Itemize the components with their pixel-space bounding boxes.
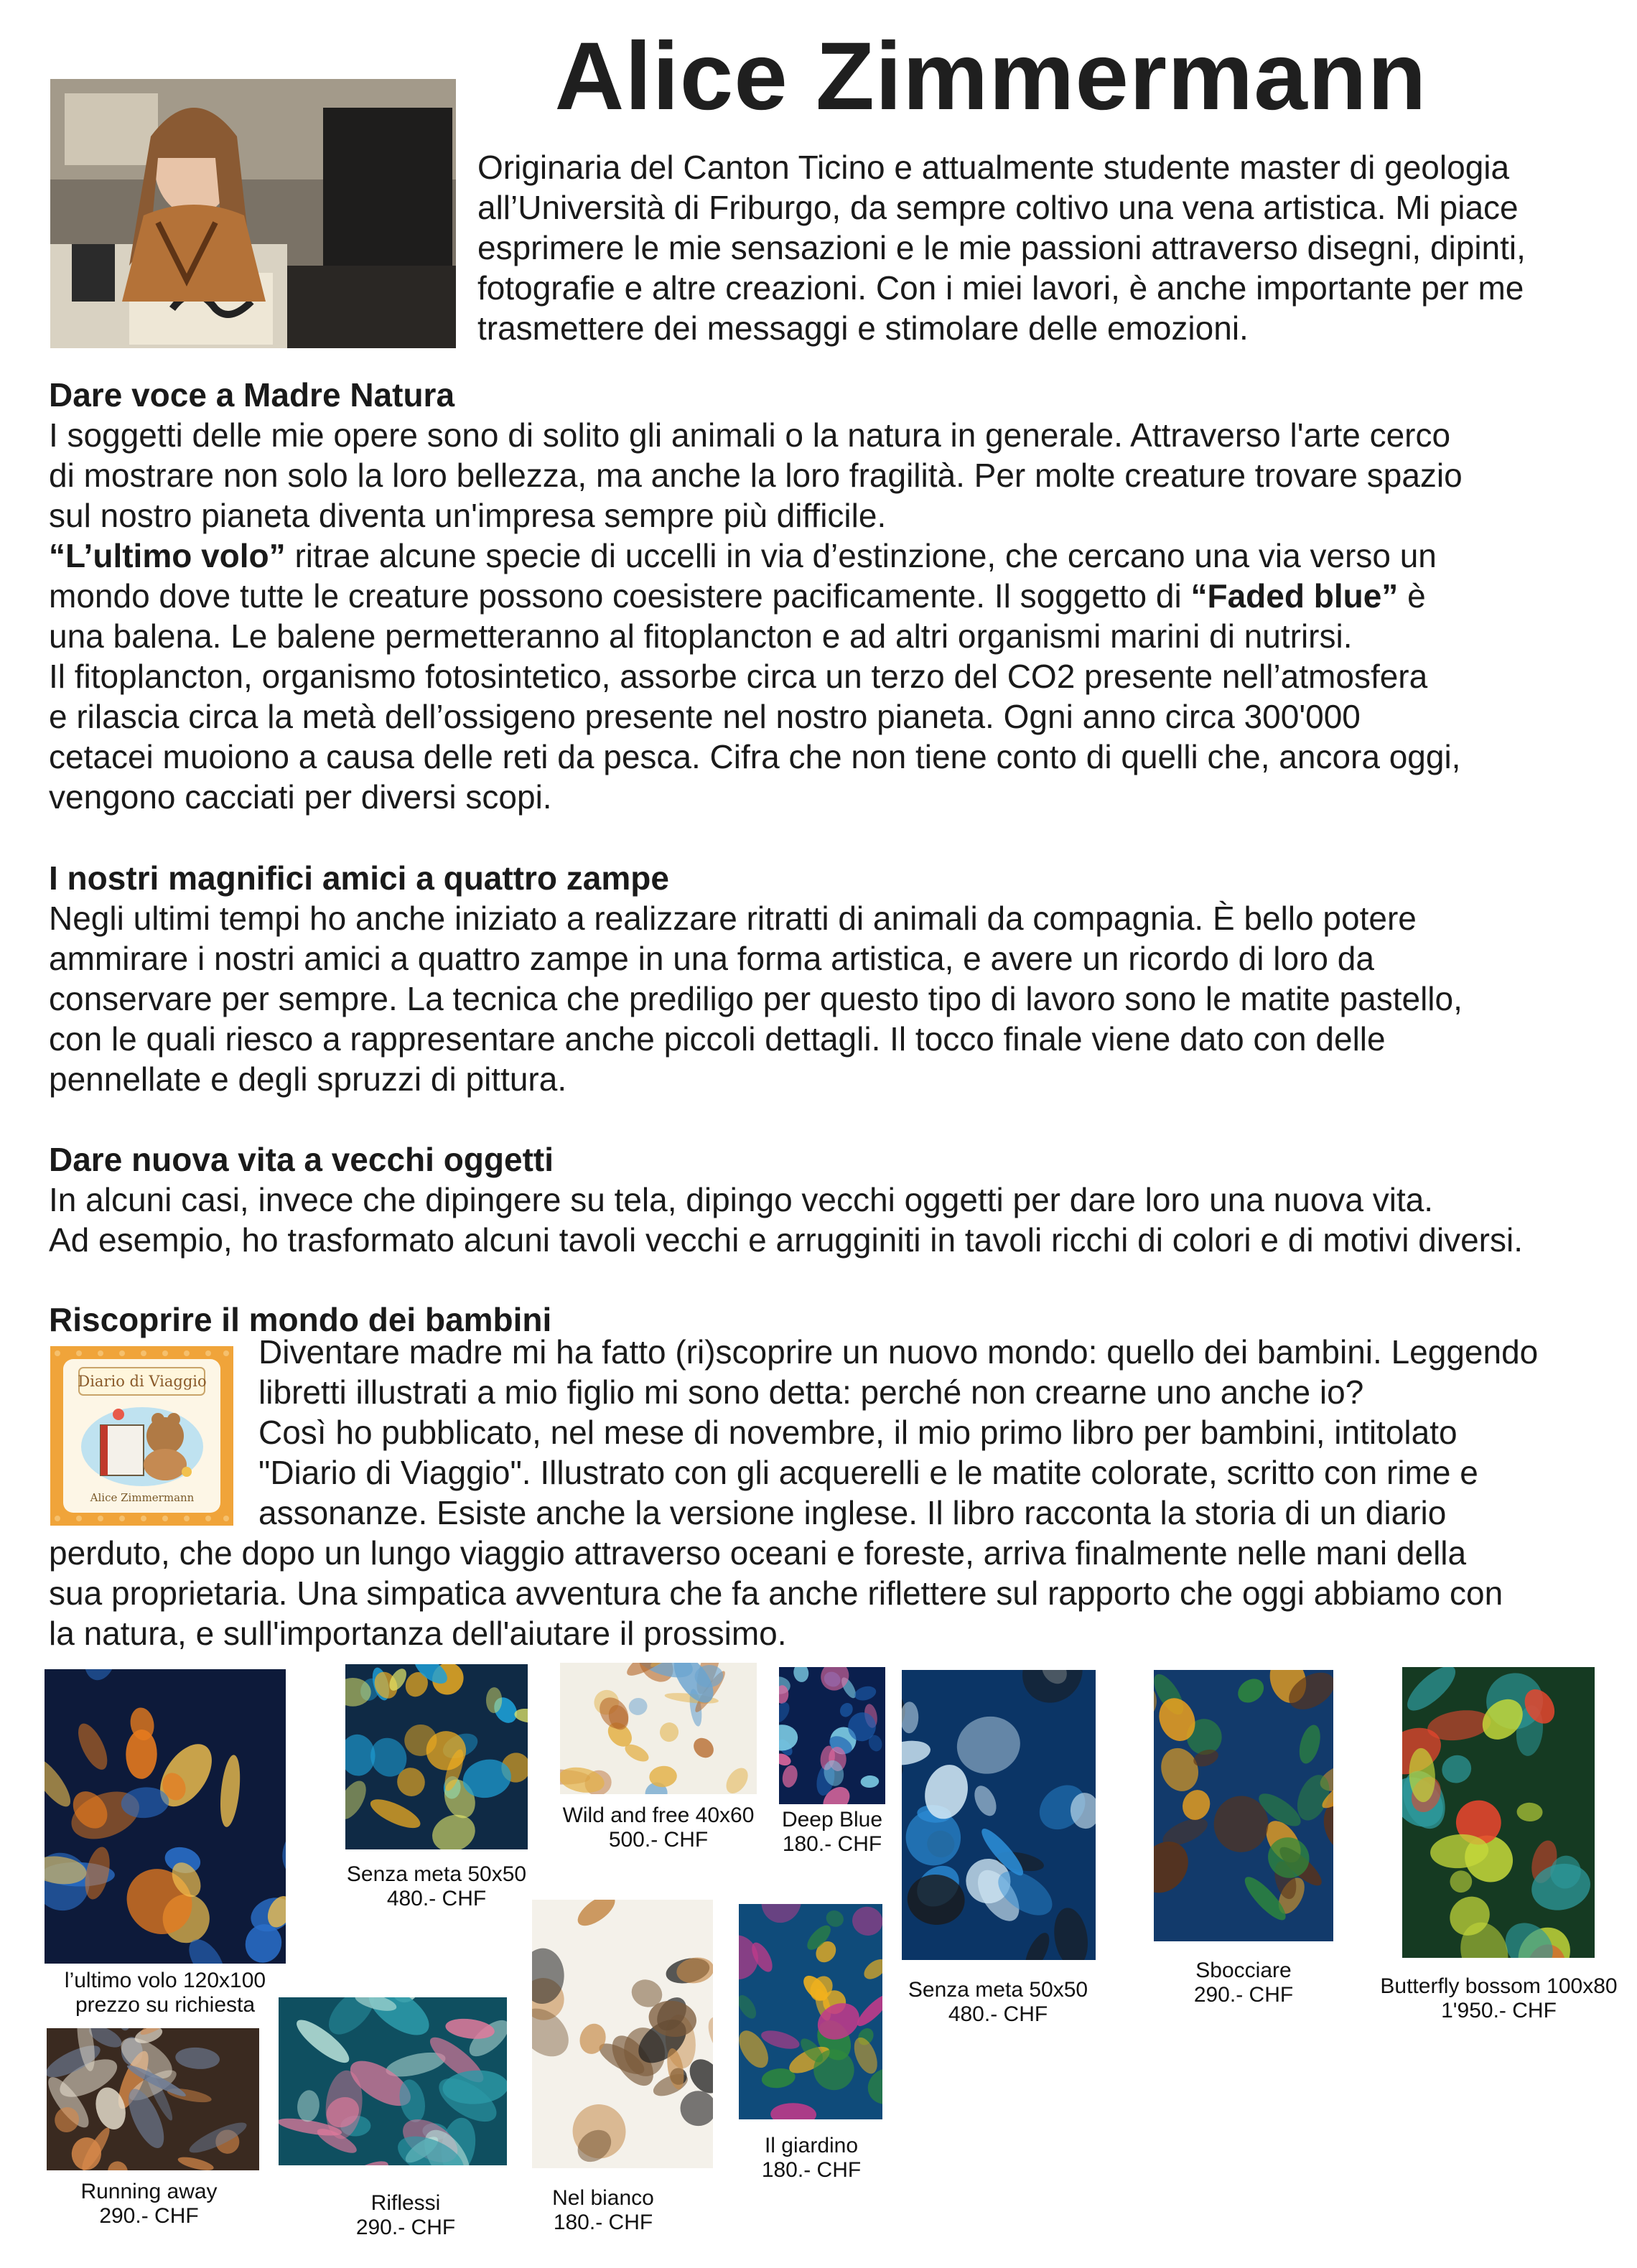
section-line: e rilascia circa la metà dell’ossigeno presente nel nostro pianeta. Ogni anno circa 300'000 [49, 698, 1361, 735]
artwork-title-bold: “Faded blue” [1190, 577, 1399, 615]
section-line: Diventare madre mi ha fatto (ri)scoprire un nuovo mondo: quello dei bambini. Leggendo [258, 1333, 1539, 1371]
section-line-faded [49, 576, 1614, 616]
page-title: Alice Zimmermann [554, 23, 1427, 130]
artwork-price: 180.- CHF [782, 1832, 882, 1856]
section-madre-natura [49, 375, 1614, 817]
section-line: sua proprietaria. Una simpatica avventura che fa anche riflettere sul rapporto che oggi abbiamo con [49, 1574, 1503, 1612]
section-line: assonanze. Esiste anche la versione inglese. Il libro racconta la storia di un diario [258, 1494, 1447, 1531]
section-line: In alcuni casi, invece che dipingere su tela, dipingo vecchi oggetti per dare loro una nuova vita. [49, 1181, 1434, 1218]
section-amici-quattro-zampe [49, 858, 1614, 1099]
section-line: Il fitoplancton, organismo fotosintetico, assorbe circa un terzo del CO2 presente nell’atmosfera [49, 658, 1428, 695]
artwork-title: Riflessi [370, 2191, 441, 2215]
section-line: con le quali riesco a rappresentare anche piccoli dettagli. Il tocco finale viene dato con delle [49, 1020, 1386, 1058]
section-line: conservare per sempre. La tecnica che prediligo per questo tipo di lavoro sono le matite pastello, [49, 980, 1463, 1017]
section-text: mondo dove tutte le creature possono coesistere pacificamente. Il soggetto di [49, 577, 1191, 615]
artwork-image [739, 1904, 882, 2119]
artwork-painting [779, 1667, 885, 1804]
artwork-title: Deep Blue [781, 1808, 883, 1831]
intro-line: trasmettere dei messaggi e stimolare delle emozioni. [477, 309, 1249, 347]
artwork-caption [22, 1969, 309, 2017]
section-heading: Riscoprire il mondo dei bambini [49, 1301, 552, 1338]
artwork-title: Sbocciare [1195, 1959, 1292, 1982]
artwork-price: 180.- CHF [553, 2211, 653, 2234]
artwork-image [47, 2028, 259, 2170]
section-line: I soggetti delle mie opere sono di solito gli animali o la natura in generale. Attraverso l'arte cerco [49, 416, 1451, 454]
section-line: Negli ultimi tempi ho anche iniziato a realizzare ritratti di animali da compagnia. È bello potere [49, 900, 1417, 937]
section-line: ammirare i nostri amici a quattro zampe in una forma artistica, e avere un ricordo di loro da [49, 940, 1374, 977]
section-heading: I nostri magnifici amici a quattro zampe [49, 859, 669, 897]
artwork-image [279, 1997, 507, 2165]
artwork-caption [517, 2186, 689, 2235]
intro-line: all’Università di Friburgo, da sempre coltivo una vena artistica. Mi piace [477, 189, 1519, 226]
artwork-caption [869, 1978, 1127, 2027]
artwork-title: Nel bianco [552, 2186, 654, 2210]
intro-text [477, 147, 1598, 348]
artwork-image [779, 1667, 885, 1804]
artwork-price: prezzo su richiesta [75, 1993, 256, 2017]
artwork-price: 500.- CHF [608, 1828, 709, 1852]
artwork-image [1154, 1670, 1333, 1941]
section-line: libretti illustrati a mio figlio mi sono detta: perché non crearne uno anche io? [258, 1373, 1364, 1411]
section-line: di mostrare non solo la loro bellezza, ma anche la loro fragilità. Per molte creature trovare spazio [49, 457, 1463, 494]
book-cover-image [50, 1346, 233, 1526]
section-heading: Dare nuova vita a vecchi oggetti [49, 1141, 554, 1178]
section-line: sul nostro pianeta diventa un'impresa sempre più difficile. [49, 497, 887, 534]
artwork-painting [902, 1670, 1096, 1960]
artwork-painting [45, 1669, 286, 1964]
section-text: è [1398, 577, 1426, 615]
artwork-price: 480.- CHF [948, 2002, 1048, 2026]
artwork-title: Running away [80, 2180, 218, 2203]
artwork-caption [1142, 1959, 1345, 2007]
section-line: Ad esempio, ho trasformato alcuni tavoli vecchi e arrugginiti in tavoli ricchi di colori e di motivi diversi. [49, 1221, 1523, 1259]
section-line: una balena. Le balene permetteranno al fitoplancton e ad altri organismi marini di nutrirsi. [49, 617, 1353, 655]
intro-line: fotografie e altre creazioni. Con i miei lavori, è anche importante per me [477, 269, 1524, 307]
section-line: perduto, che dopo un lungo viaggio attraverso oceani e foreste, arriva finalmente nelle mani della [49, 1534, 1467, 1572]
artwork-image [1402, 1667, 1595, 1958]
artwork-image [345, 1664, 528, 1849]
section-text: ritrae alcune specie di uccelli in via d’estinzione, che cercano una via verso un [285, 537, 1437, 574]
artwork-caption [740, 2134, 883, 2183]
artwork-painting [560, 1663, 757, 1794]
intro-line: esprimere le mie sensazioni e le mie passioni attraverso disegni, dipinti, [477, 229, 1526, 266]
artwork-title: Butterfly bossom 100x80 [1380, 1974, 1618, 1998]
section-line: cetacei muoiono a causa delle reti da pesca. Cifra che non tiene conto di quelli che, ancora oggi, [49, 738, 1461, 775]
artwork-caption [309, 2191, 503, 2240]
book-cover-title: Diario di Viaggio [78, 1373, 207, 1390]
section-line: Così ho pubblicato, nel mese di novembre, il mio primo libro per bambini, intitolato [258, 1414, 1458, 1451]
artwork-painting [1154, 1670, 1333, 1941]
artwork-caption [1368, 1974, 1630, 2023]
intro-line: Originaria del Canton Ticino e attualmente studente master di geologia [477, 149, 1510, 186]
artwork-image [532, 1900, 713, 2168]
artist-photo [50, 79, 456, 348]
artwork-painting [279, 1997, 507, 2165]
artwork-caption [36, 2180, 262, 2229]
artwork-price: 1'950.- CHF [1441, 1999, 1557, 2022]
artwork-caption [761, 1808, 903, 1857]
artwork-title-bold: “L’ultimo volo” [49, 537, 286, 574]
artwork-title: Senza meta 50x50 [346, 1862, 527, 1886]
artwork-image [560, 1663, 757, 1794]
section-line-volo [49, 536, 1614, 576]
artwork-title: Wild and free 40x60 [562, 1803, 755, 1827]
artwork-painting [47, 2028, 259, 2170]
artwork-caption [533, 1803, 784, 1852]
section-full-text [49, 1533, 1614, 1653]
artwork-painting [1402, 1667, 1595, 1958]
artwork-painting [739, 1904, 882, 2119]
artwork-price: 290.- CHF [99, 2204, 199, 2228]
artwork-price: 290.- CHF [1193, 1983, 1294, 2007]
section-line: "Diario di Viaggio". Illustrato con gli acquerelli e le matite colorate, scritto con rime e [258, 1454, 1478, 1491]
section-vecchi-oggetti [49, 1139, 1614, 1260]
section-line: pennellate e degli spruzzi di pittura. [49, 1060, 567, 1098]
book-cover-author: Alice Zimmermann [90, 1491, 195, 1504]
artwork-title: l’ultimo volo 120x100 [64, 1969, 266, 1992]
artwork-price: 480.- CHF [386, 1887, 487, 1910]
artwork-title: Il giardino [764, 2134, 859, 2157]
section-side-text [258, 1332, 1608, 1533]
section-heading: Dare voce a Madre Natura [49, 376, 455, 414]
artwork-painting [345, 1664, 528, 1849]
section-line: la natura, e sull'importanza dell'aiutare il prossimo. [49, 1615, 787, 1652]
artwork-price: 290.- CHF [355, 2216, 456, 2239]
artwork-painting [532, 1900, 713, 2168]
artwork-image [45, 1669, 286, 1964]
artwork-title: Senza meta 50x50 [908, 1978, 1088, 2002]
section-line: vengono cacciati per diversi scopi. [49, 778, 552, 816]
artwork-price: 180.- CHF [761, 2158, 862, 2182]
artwork-image [902, 1670, 1096, 1960]
